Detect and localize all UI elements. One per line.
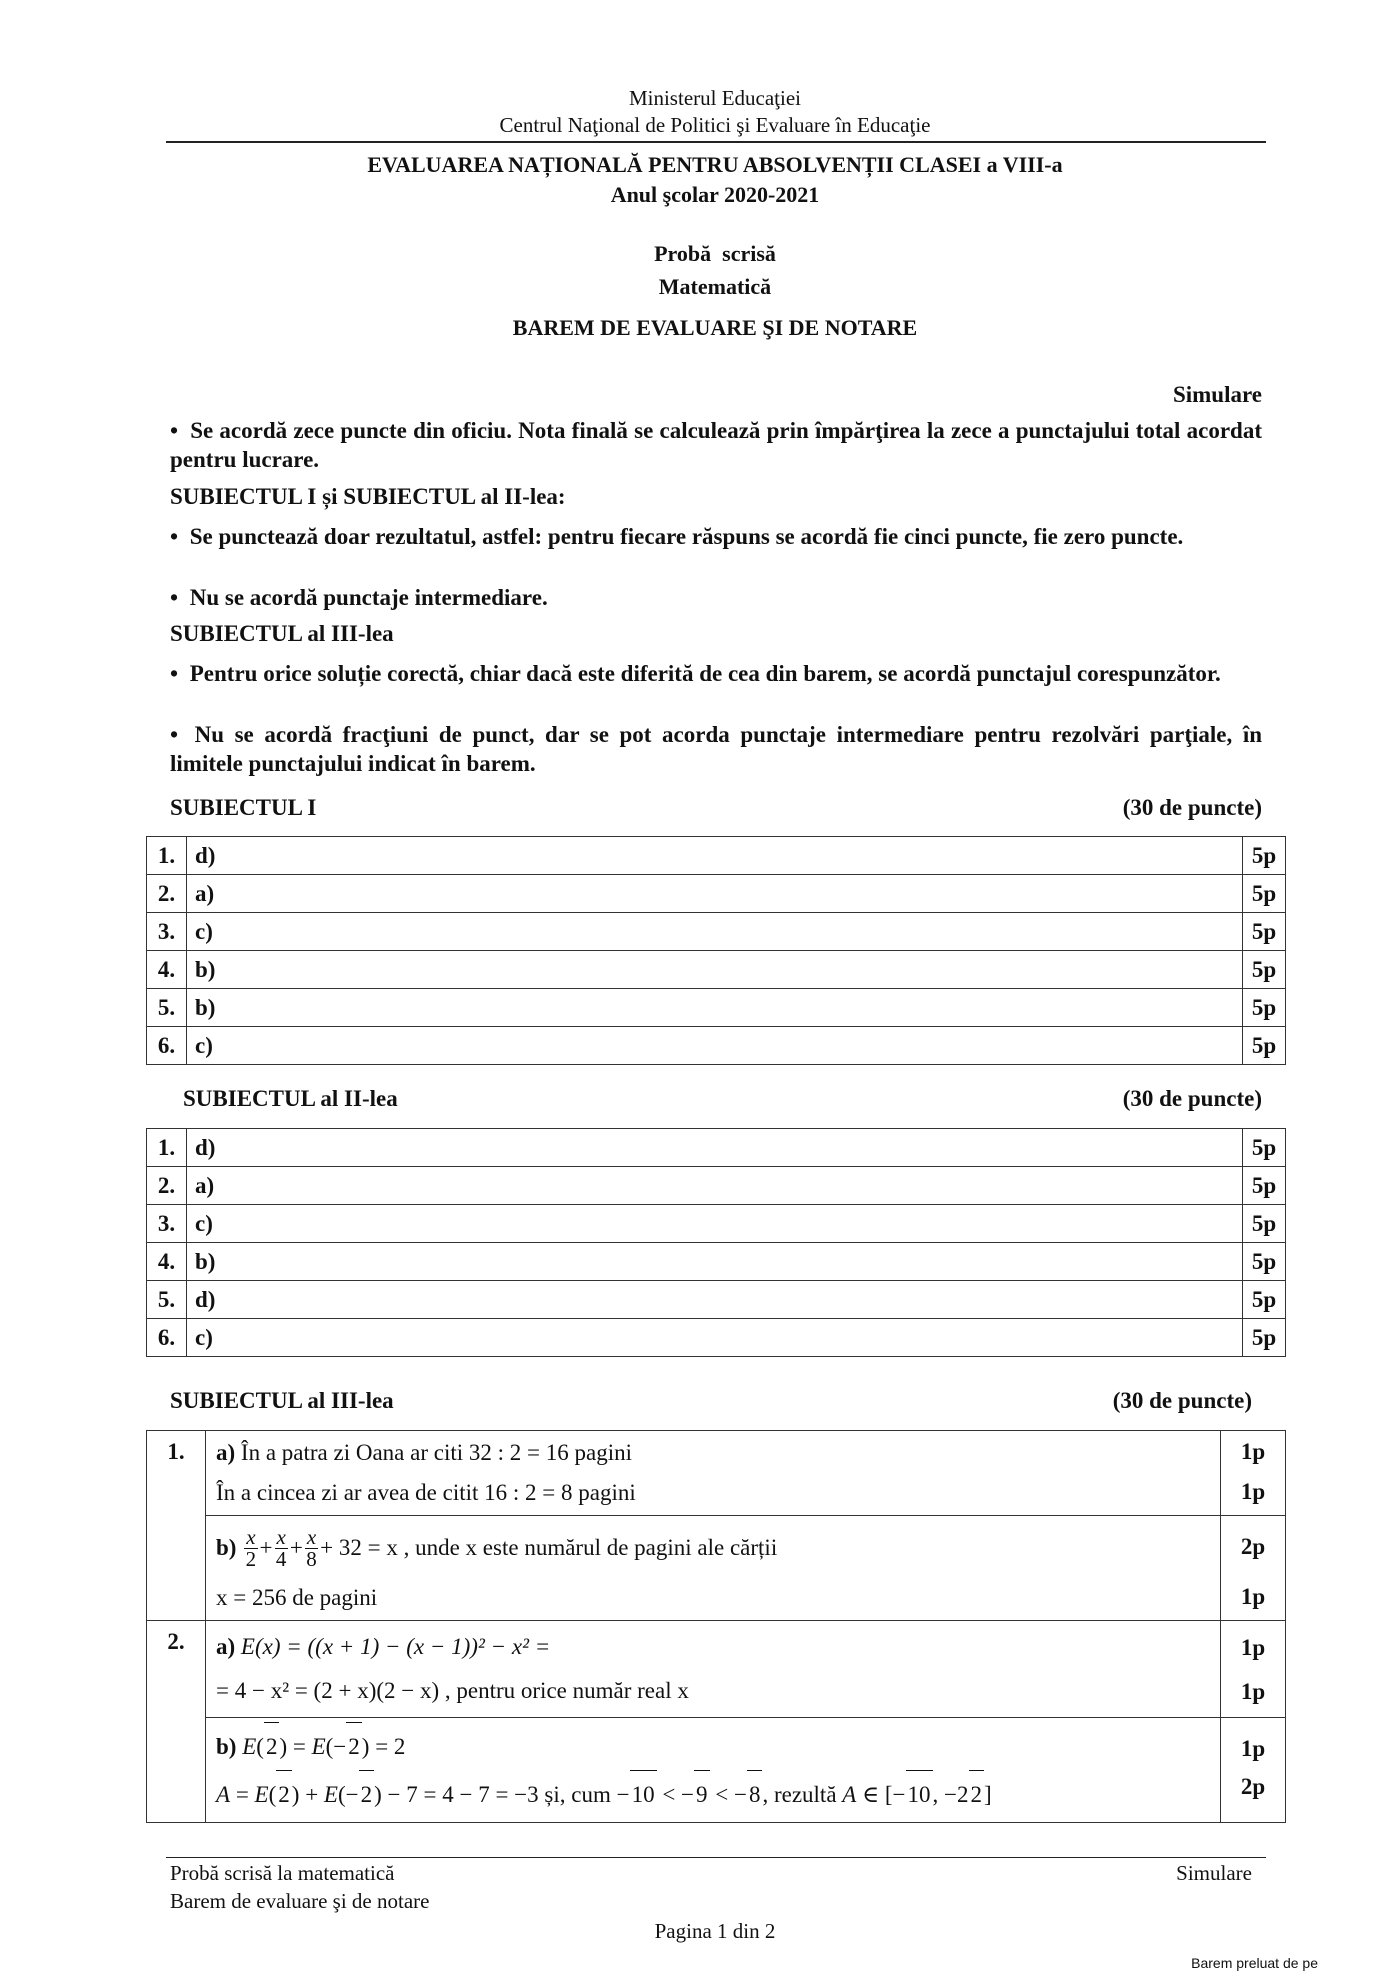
subiect1-item-number: 2.: [147, 875, 187, 913]
subiect1-title: SUBIECTUL I: [170, 795, 317, 820]
problem2-number: 2.: [147, 1621, 206, 1823]
problem1a-points: [1221, 1431, 1286, 1516]
problem1a-cell: [206, 1431, 1221, 1516]
rule-any-correct-solution: • Pentru orice soluție corectă, chiar dacă este diferită de cea din barem, se acordă punctajul corespunzător.: [170, 661, 1221, 686]
problem2b-cell: [206, 1718, 1221, 1823]
subiect1-item-answer: c): [187, 913, 1243, 951]
subiect1-item-answer: d): [187, 837, 1243, 875]
footer-divider: [166, 1857, 1266, 1858]
problem1b-points: [1221, 1516, 1286, 1621]
subiect2-item-row: [147, 1129, 1286, 1167]
subiect2-item-answer: d): [187, 1129, 1243, 1167]
subiect1-item-row: [147, 837, 1286, 875]
footer-left-2: Barem de evaluare şi de notare: [170, 1889, 430, 1913]
subiect2-item-points: 5p: [1243, 1167, 1286, 1205]
problem2a-points-1: 1p: [1240, 1635, 1266, 1660]
exam-title: EVALUAREA NAȚIONALĂ PENTRU ABSOLVENȚII CLASEI a VIII-a: [367, 152, 1063, 177]
subiect2-item-answer: a): [187, 1167, 1243, 1205]
subiect1-item-row: [147, 875, 1286, 913]
problem1b-cell: [206, 1516, 1221, 1621]
subiect1-item-answer: c): [187, 1027, 1243, 1065]
fraction-x-over-2: $\frac{x}{2}$: [245, 1524, 257, 1571]
page-number: Pagina 1 din 2: [654, 1919, 776, 1943]
subiect2-item-number: 2.: [147, 1167, 187, 1205]
subiect1-item-number: 4.: [147, 951, 187, 989]
problem2a-line1: [216, 1625, 1210, 1669]
subiect2-item-number: 4.: [147, 1243, 187, 1281]
rule-heading-s1-s2: SUBIECTUL I și SUBIECTUL al II-lea:: [170, 484, 566, 509]
rule-only-result: • Se punctează doar rezultatul, astfel: pentru fiecare răspuns se acordă fie cinci puncte, fie zero puncte.: [170, 524, 1184, 549]
subiect2-item-answer: c): [187, 1319, 1243, 1357]
rule-no-intermediate: • Nu se acordă punctaje intermediare.: [170, 585, 548, 610]
rule-oficiu: • Se acordă zece puncte din oficiu. Nota finală se calculează prin împărţirea la zece a punctajului total acordat pentru lucrare.: [170, 418, 1262, 472]
subiect2-answer-table: [146, 1128, 1286, 1357]
subiect1-points: (30 de puncte): [1122, 795, 1262, 820]
subiect1-item-number: 3.: [147, 913, 187, 951]
problem2b-line2: A = E(2) + E(−2) − 7 = 4 − 7 = −3 și, cum −10 < −9 < −8, rezultă A ∈ [−10, −22]: [216, 1770, 1210, 1818]
subiect2-item-points: 5p: [1243, 1129, 1286, 1167]
subiect1-item-points: 5p: [1243, 875, 1286, 913]
subiect1-item-points: 5p: [1243, 913, 1286, 951]
subiect1-item-row: [147, 951, 1286, 989]
subiect1-answer-table: [146, 836, 1286, 1065]
subiect3-solution-table: [146, 1430, 1286, 1823]
subiect1-item-answer: b): [187, 989, 1243, 1027]
subiect2-item-points: 5p: [1243, 1243, 1286, 1281]
fraction-x-over-8: $\frac{x}{8}$: [306, 1524, 317, 1571]
subiect1-item-points: 5p: [1243, 951, 1286, 989]
center-name: Centrul Naţional de Politici şi Evaluare în Educaţie: [499, 113, 931, 137]
subiect1-item-answer: a): [187, 875, 1243, 913]
subiect2-item-points: 5p: [1243, 1319, 1286, 1357]
header-divider: [166, 141, 1266, 143]
subiect2-points: (30 de puncte): [1122, 1086, 1262, 1111]
subiect2-item-points: 5p: [1243, 1205, 1286, 1243]
subiect3-points: (30 de puncte): [1112, 1388, 1252, 1413]
document-title: BAREM DE EVALUARE ŞI DE NOTARE: [512, 315, 918, 340]
rule-heading-s3: SUBIECTUL al III-lea: [170, 621, 394, 646]
subiect1-item-number: 1.: [147, 837, 187, 875]
subiect1-item-row: [147, 1027, 1286, 1065]
subiect1-item-points: 5p: [1243, 837, 1286, 875]
test-type: Probă scrisă: [654, 241, 776, 266]
subiect1-item-number: 5.: [147, 989, 187, 1027]
subiect2-item-number: 1.: [147, 1129, 187, 1167]
corner-note: Barem preluat de pe: [1191, 1955, 1318, 1971]
footer-left-1: Probă scrisă la matematică: [170, 1861, 395, 1885]
school-year: Anul şcolar 2020-2021: [610, 182, 820, 207]
footer-right: Simulare: [1176, 1861, 1252, 1885]
subiect2-item-row: [147, 1243, 1286, 1281]
problem1-number: 1.: [147, 1431, 206, 1621]
rule-no-fractions: • Nu se acordă fracţiuni de punct, dar se pot acorda punctaje intermediare pentru rezolvări parţiale, în limitele punctajului indicat în barem.: [170, 722, 1262, 776]
problem1b-label: b): [216, 1535, 237, 1560]
problem1b-line2: x = 256 de pagini: [216, 1585, 378, 1610]
subiect1-item-number: 6.: [147, 1027, 187, 1065]
problem2a-cell: [206, 1621, 1221, 1718]
problem1a-text1: În a patra zi Oana ar citi 32 : 2 = 16 pagini: [240, 1440, 632, 1465]
problem2a-points: [1221, 1621, 1286, 1718]
subiect2-item-row: [147, 1205, 1286, 1243]
subiect2-item-answer: c): [187, 1205, 1243, 1243]
variant-label: Simulare: [1172, 382, 1262, 407]
problem1b-equation: b) $\frac{x}{2}$ + $\frac{x}{4}$ + $\frac{x}{8}$ + 32 = x , unde x este numărul de pagini ale cărții: [216, 1524, 778, 1571]
problem2b-label: b): [216, 1734, 237, 1759]
subiect2-item-row: [147, 1319, 1286, 1357]
subiect1-item-points: 5p: [1243, 1027, 1286, 1065]
ministry-name: Ministerul Educaţiei: [628, 86, 802, 110]
subiect1-item-row: [147, 913, 1286, 951]
problem1b-points-1: 2p: [1240, 1534, 1266, 1559]
problem2a-line2: = 4 − x² = (2 + x)(2 − x) , pentru orice număr real x: [216, 1678, 689, 1703]
problem2b-points-2: 2p: [1240, 1774, 1266, 1799]
fraction-x-over-4: $\frac{x}{4}$: [275, 1524, 287, 1571]
problem1a-label: a): [216, 1440, 236, 1465]
subject-name: Matematică: [658, 274, 772, 299]
subiect3-title: SUBIECTUL al III-lea: [170, 1388, 394, 1413]
problem1b-points-2: 1p: [1240, 1584, 1266, 1609]
problem2b-points: [1221, 1718, 1286, 1823]
subiect1-item-answer: b): [187, 951, 1243, 989]
subiect2-item-row: [147, 1167, 1286, 1205]
subiect2-item-answer: b): [187, 1243, 1243, 1281]
subiect2-item-answer: d): [187, 1281, 1243, 1319]
problem2a-text1: E(x) = ((x + 1) − (x − 1))² − x² =: [240, 1634, 551, 1659]
problem1a-line1: [216, 1433, 1210, 1473]
subiect2-item-number: 6.: [147, 1319, 187, 1357]
problem1b-text1: + 32 = x , unde x este numărul de pagini ale cărții: [320, 1535, 778, 1560]
subiect2-item-number: 5.: [147, 1281, 187, 1319]
subiect2-item-row: [147, 1281, 1286, 1319]
subiect1-item-row: [147, 989, 1286, 1027]
problem1a-line2: În a cincea zi ar avea de citit 16 : 2 = 8 pagini: [216, 1480, 636, 1505]
problem1a-points-1: 1p: [1240, 1439, 1266, 1464]
subiect1-item-points: 5p: [1243, 989, 1286, 1027]
problem2b-points-1: 1p: [1240, 1736, 1266, 1761]
problem2a-label: a): [216, 1634, 236, 1659]
subiect2-item-number: 3.: [147, 1205, 187, 1243]
subiect2-title: SUBIECTUL al II-lea: [183, 1086, 398, 1111]
problem1a-points-2: 1p: [1240, 1479, 1266, 1504]
problem2b-line1: b) E(2) = E(−2) = 2: [216, 1722, 1210, 1770]
subiect2-item-points: 5p: [1243, 1281, 1286, 1319]
problem2a-points-2: 1p: [1240, 1679, 1266, 1704]
